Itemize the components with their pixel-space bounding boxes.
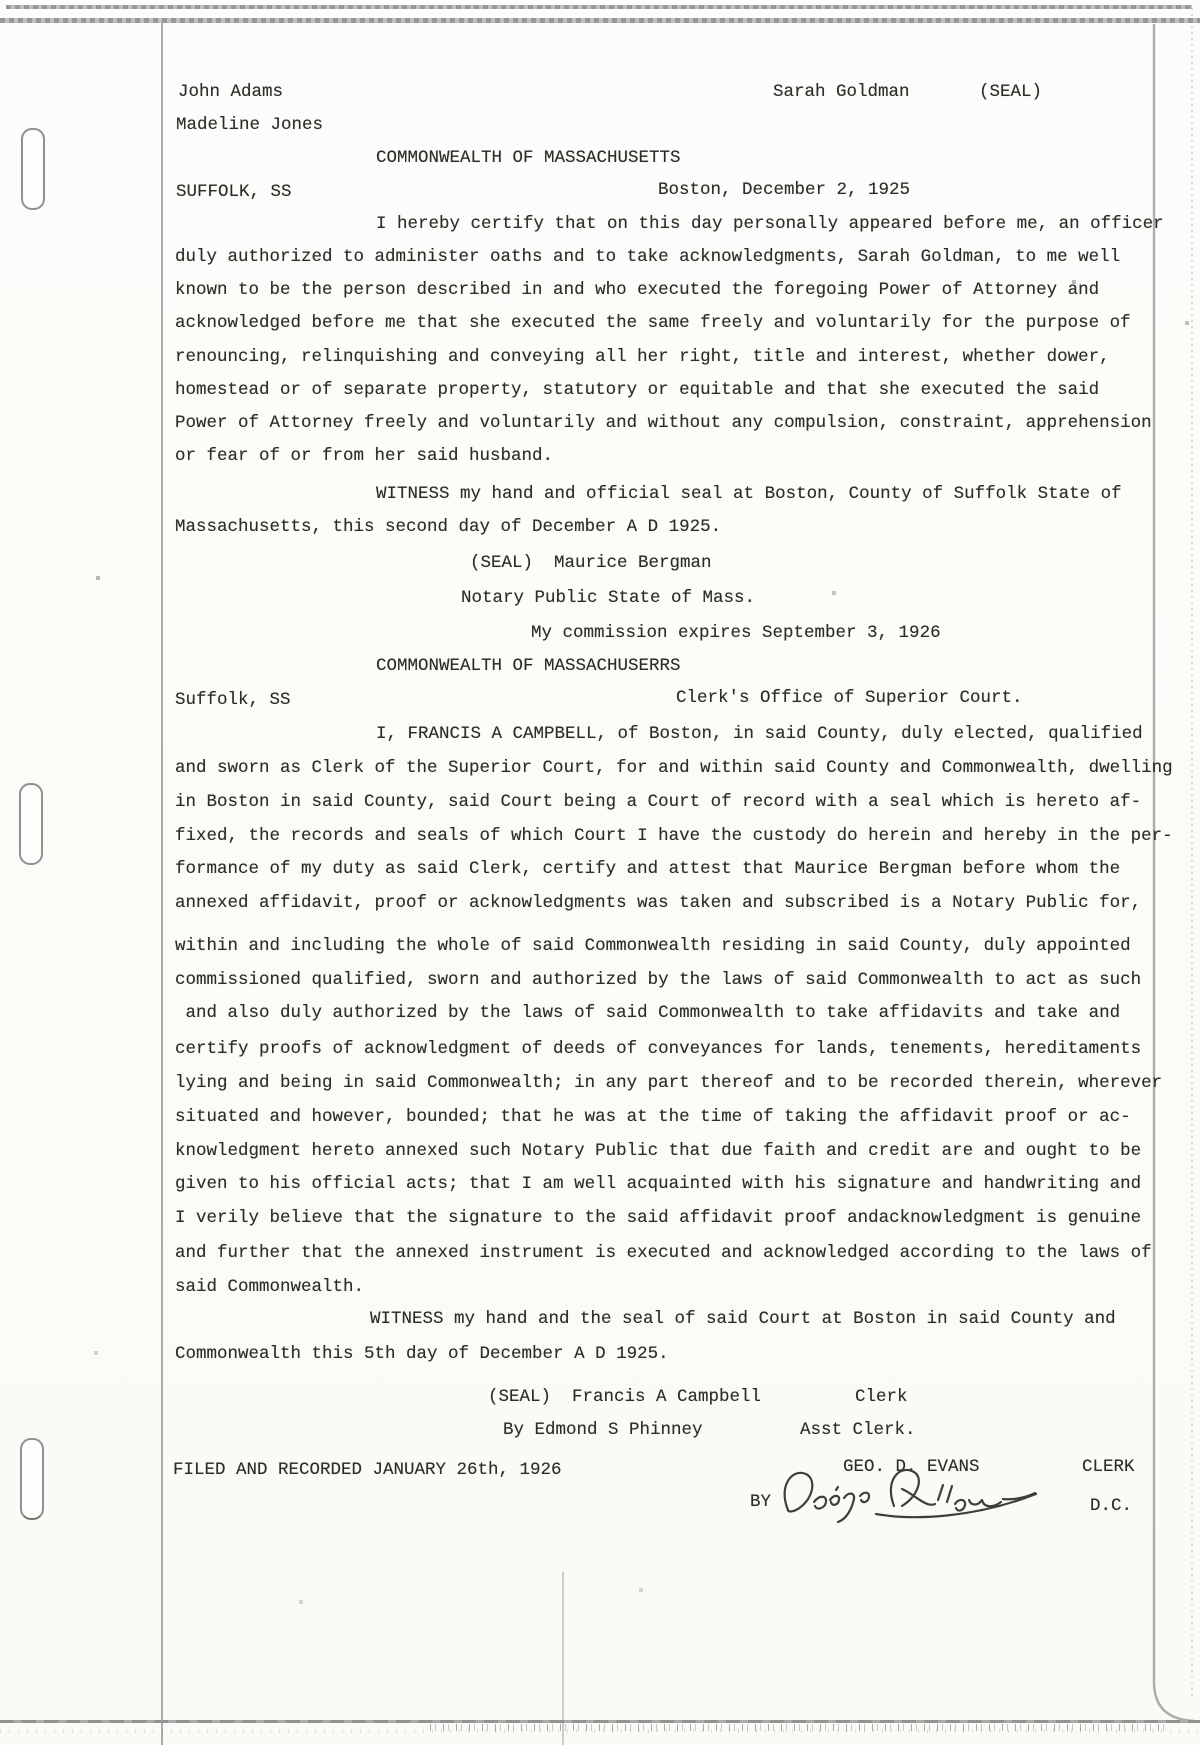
right-margin-rule	[1154, 24, 1194, 1721]
handwritten-signature	[772, 1464, 1044, 1528]
typed-line: Massachusetts, this second day of December A D 1925.	[175, 517, 722, 537]
typed-line: annexed affidavit, proof or acknowledgments was taken and subscribed is a Notary Public for,	[175, 893, 1142, 913]
typed-line: knowledgment hereto annexed such Notary Public that due faith and credit are and ought to be	[175, 1141, 1142, 1161]
scan-noise-speckles-faint	[0, 1729, 1200, 1733]
punch-hole	[21, 128, 45, 210]
typed-line: John Adams	[178, 82, 284, 102]
typed-line: SUFFOLK, SS	[176, 182, 292, 202]
typed-line: homestead or of separate property, statutory or equitable and that she executed the said	[175, 380, 1100, 400]
typed-line: lying and being in said Commonwealth; in any part thereof and to be recorded therein, wherever	[175, 1073, 1163, 1093]
typed-line: known to be the person described in and who executed the foregoing Power of Attorney and	[175, 280, 1100, 300]
scan-artifact-band-bottom	[0, 1720, 1200, 1723]
typed-line: COMMONWEALTH OF MASSACHUSERRS	[376, 656, 681, 676]
typed-line: By Edmond S Phinney	[503, 1420, 703, 1440]
typed-line: FILED AND RECORDED JANUARY 26th, 1926	[173, 1460, 562, 1480]
typed-line: Notary Public State of Mass.	[461, 588, 756, 608]
typed-line: said Commonwealth.	[175, 1277, 365, 1297]
typed-line: within and including the whole of said Commonwealth residing in said County, duly appointed	[175, 936, 1131, 956]
scan-dust-marks	[0, 0, 2, 2]
typed-line: (SEAL) Maurice Bergman	[470, 553, 712, 573]
typed-line: Madeline Jones	[176, 115, 324, 135]
typed-line: fixed, the records and seals of which Court I have the custody do herein and hereby in the per-	[175, 826, 1173, 846]
typed-line: COMMONWEALTH OF MASSACHUSETTS	[376, 148, 681, 168]
typed-line: (SEAL)	[979, 82, 1043, 102]
typed-line: commissioned qualified, sworn and authorized by the laws of said Commonwealth to act as such	[175, 970, 1142, 990]
typed-line: and also duly authorized by the laws of said Commonwealth to take affidavits and take and	[175, 1003, 1121, 1023]
typed-line: situated and however, bounded; that he was at the time of taking the affidavit proof or ac-	[175, 1107, 1131, 1127]
typed-line: GEO. D. EVANS	[843, 1457, 980, 1477]
typed-line: I hereby certify that on this day personally appeared before me, an officer	[376, 214, 1164, 234]
typed-line: I verily believe that the signature to the said affidavit proof andacknowledgment is genuine	[175, 1208, 1142, 1228]
typed-line: I, FRANCIS A CAMPBELL, of Boston, in said County, duly elected, qualified	[376, 724, 1143, 744]
typed-line: Commonwealth this 5th day of December A D 1925.	[175, 1344, 669, 1364]
typed-line: Boston, December 2, 1925	[658, 180, 911, 200]
typed-line: and sworn as Clerk of the Superior Court, for and within said County and Commonwealth, dwelling	[175, 758, 1173, 778]
typed-line: My commission expires September 3, 1926	[531, 623, 941, 643]
typed-line: in Boston in said County, said Court being a Court of record with a seal which is hereto af-	[175, 792, 1142, 812]
typed-line: Clerk	[855, 1387, 908, 1407]
typed-line: duly authorized to administer oaths and to take acknowledgments, Sarah Goldman, to me well	[175, 247, 1121, 267]
typed-line: Asst Clerk.	[800, 1420, 916, 1440]
typed-line: CLERK	[1082, 1457, 1135, 1477]
typed-line: WITNESS my hand and the seal of said Court at Boston in said County and	[370, 1309, 1116, 1329]
typed-line: D.C.	[1090, 1496, 1133, 1516]
punch-hole	[19, 783, 43, 865]
typed-line: certify proofs of acknowledgment of deeds of conveyances for lands, tenements, hereditaments	[175, 1039, 1142, 1059]
typed-line: formance of my duty as said Clerk, certify and attest that Maurice Bergman before whom the	[175, 859, 1121, 879]
typed-line: Power of Attorney freely and voluntarily and without any compulsion, constraint, apprehension	[175, 413, 1152, 433]
typed-line: BY	[750, 1492, 772, 1512]
typed-line: Suffolk, SS	[175, 690, 291, 710]
typed-line: (SEAL) Francis A Campbell	[488, 1387, 762, 1407]
typed-line: or fear of or from her said husband.	[175, 446, 554, 466]
typed-line: renouncing, relinquishing and conveying all her right, title and interest, whether dower,	[175, 347, 1110, 367]
typed-line: given to his official acts; that I am well acquainted with his signature and handwriting and	[175, 1174, 1142, 1194]
punch-hole	[20, 1438, 44, 1520]
typed-line: acknowledged before me that she executed the same freely and voluntarily for the purpose of	[175, 313, 1131, 333]
typed-line: Clerk's Office of Superior Court.	[676, 688, 1023, 708]
typed-line: and further that the annexed instrument is executed and acknowledged according to the laws of	[175, 1243, 1152, 1263]
typed-line: Sarah Goldman	[773, 82, 910, 102]
typed-line: WITNESS my hand and official seal at Boston, County of Suffolk State of	[376, 484, 1122, 504]
